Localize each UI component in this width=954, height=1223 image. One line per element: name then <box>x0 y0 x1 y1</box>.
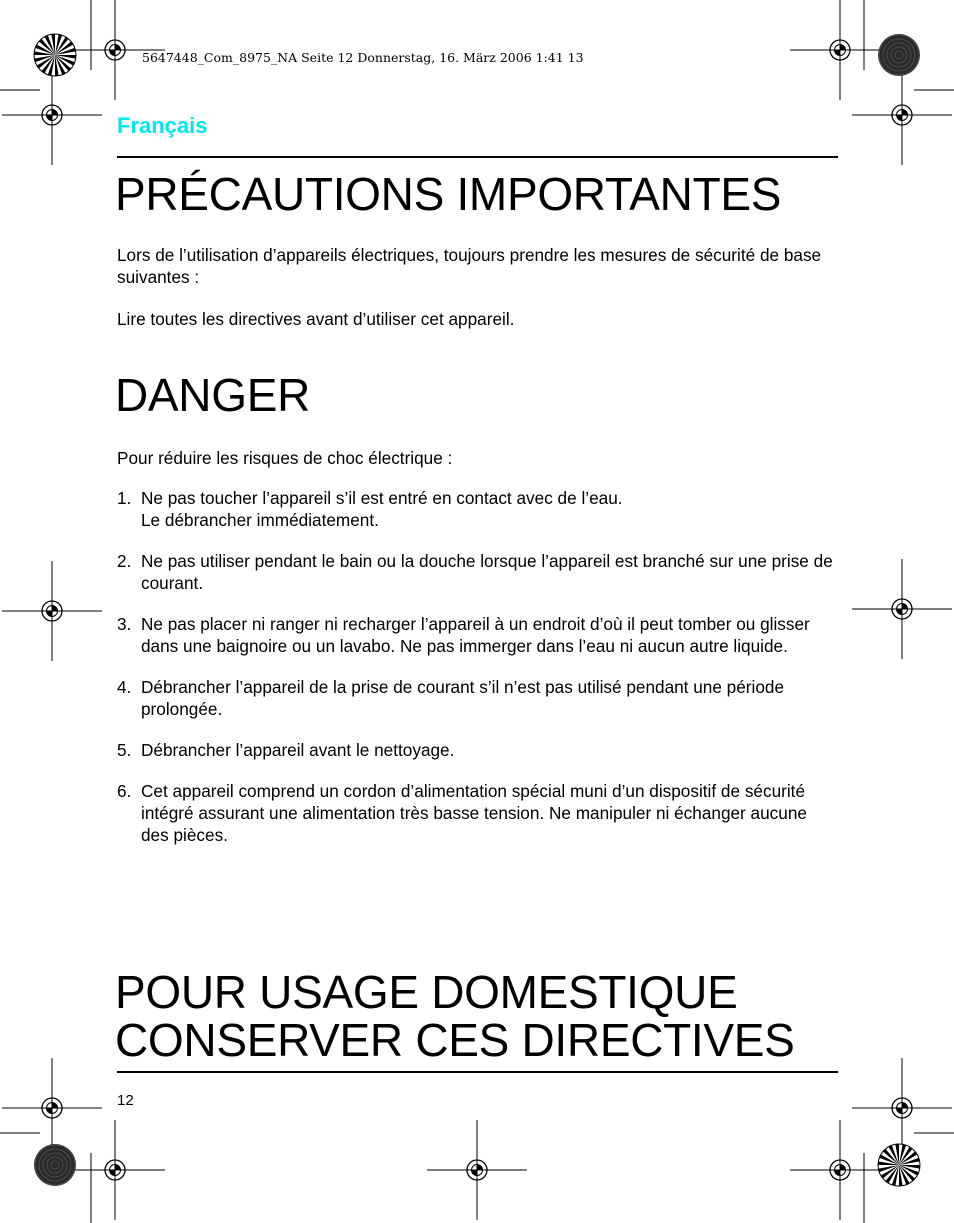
list-item <box>117 676 839 720</box>
danger-intro: Pour réduire les risques de choc électrique : <box>117 448 453 468</box>
precautions-intro: Lors de l’utilisation d’appareils électriques, toujours prendre les mesures de sécurité de base suivantes : <box>117 245 822 287</box>
list-item-text: Ne pas placer ni ranger ni recharger l’appareil à un endroit d’où il peut tomber ou glisser dans une baignoire ou un lavabo. Ne pas immerger dans l’eau ni aucun autre liquide. <box>141 614 810 656</box>
color-star-target-icon <box>878 1144 920 1186</box>
registration-target-icon <box>852 1058 952 1158</box>
top-rule <box>117 156 838 158</box>
registration-target-icon <box>790 1120 890 1220</box>
registration-target-icon <box>2 1058 102 1158</box>
list-item-text: Débrancher l’appareil de la prise de courant s’il n’est pas utilisé pendant une période prolongée. <box>141 677 785 719</box>
precautions-read-instructions: Lire toutes les directives avant d’utiliser cet appareil. <box>117 309 515 329</box>
registration-target-icon <box>427 1120 527 1220</box>
color-patch-target-icon <box>34 1144 76 1186</box>
list-item-text: Ne pas toucher l’appareil s’il est entré en contact avec de l’eau. <box>141 488 623 508</box>
list-item-text: Cet appareil comprend un cordon d’alimentation spécial muni d’un dispositif de sécurité intégré assurant une alimentation très basse tension. Ne manipuler ni échanger aucune des pièces. <box>141 781 807 845</box>
danger-list <box>117 487 839 865</box>
list-item <box>117 550 839 594</box>
list-item-number: 2. <box>117 551 132 571</box>
registration-target-icon <box>790 0 890 100</box>
registration-target-icon <box>65 1120 165 1220</box>
print-slug-line: 5647448_Com_8975_NA Seite 12 Donnerstag, 16. März 2006 1:41 13 <box>142 50 584 65</box>
registration-target-icon <box>852 65 952 165</box>
list-item <box>117 613 839 657</box>
list-item-number: 4. <box>117 677 132 697</box>
list-item <box>117 487 839 531</box>
list-item <box>117 780 839 846</box>
registration-target-icon <box>852 559 952 659</box>
registration-target-icon <box>2 561 102 661</box>
language-heading: Français <box>117 113 208 138</box>
list-item-number: 5. <box>117 740 132 760</box>
danger-title: DANGER <box>115 369 311 421</box>
closing-title-line1: POUR USAGE DOMESTIQUE <box>115 966 738 1018</box>
bottom-rule <box>117 1071 838 1073</box>
list-item-number: 1. <box>117 488 132 508</box>
registration-target-icon <box>2 65 102 165</box>
list-item-number: 6. <box>117 781 132 801</box>
list-item-text: Ne pas utiliser pendant le bain ou la douche lorsque l’appareil est branché sur une prise de courant. <box>141 551 833 593</box>
page-number: 12 <box>117 1092 134 1109</box>
closing-title-line2: CONSERVER CES DIRECTIVES <box>115 1014 795 1066</box>
list-item-text-line2: Le débrancher immédiatement. <box>141 510 379 530</box>
list-item <box>117 739 839 761</box>
list-item-number: 3. <box>117 614 132 634</box>
precautions-title: PRÉCAUTIONS IMPORTANTES <box>115 168 782 220</box>
list-item-text: Débrancher l’appareil avant le nettoyage. <box>141 740 455 760</box>
color-star-target-icon <box>34 34 76 76</box>
color-patch-target-icon <box>878 34 920 76</box>
